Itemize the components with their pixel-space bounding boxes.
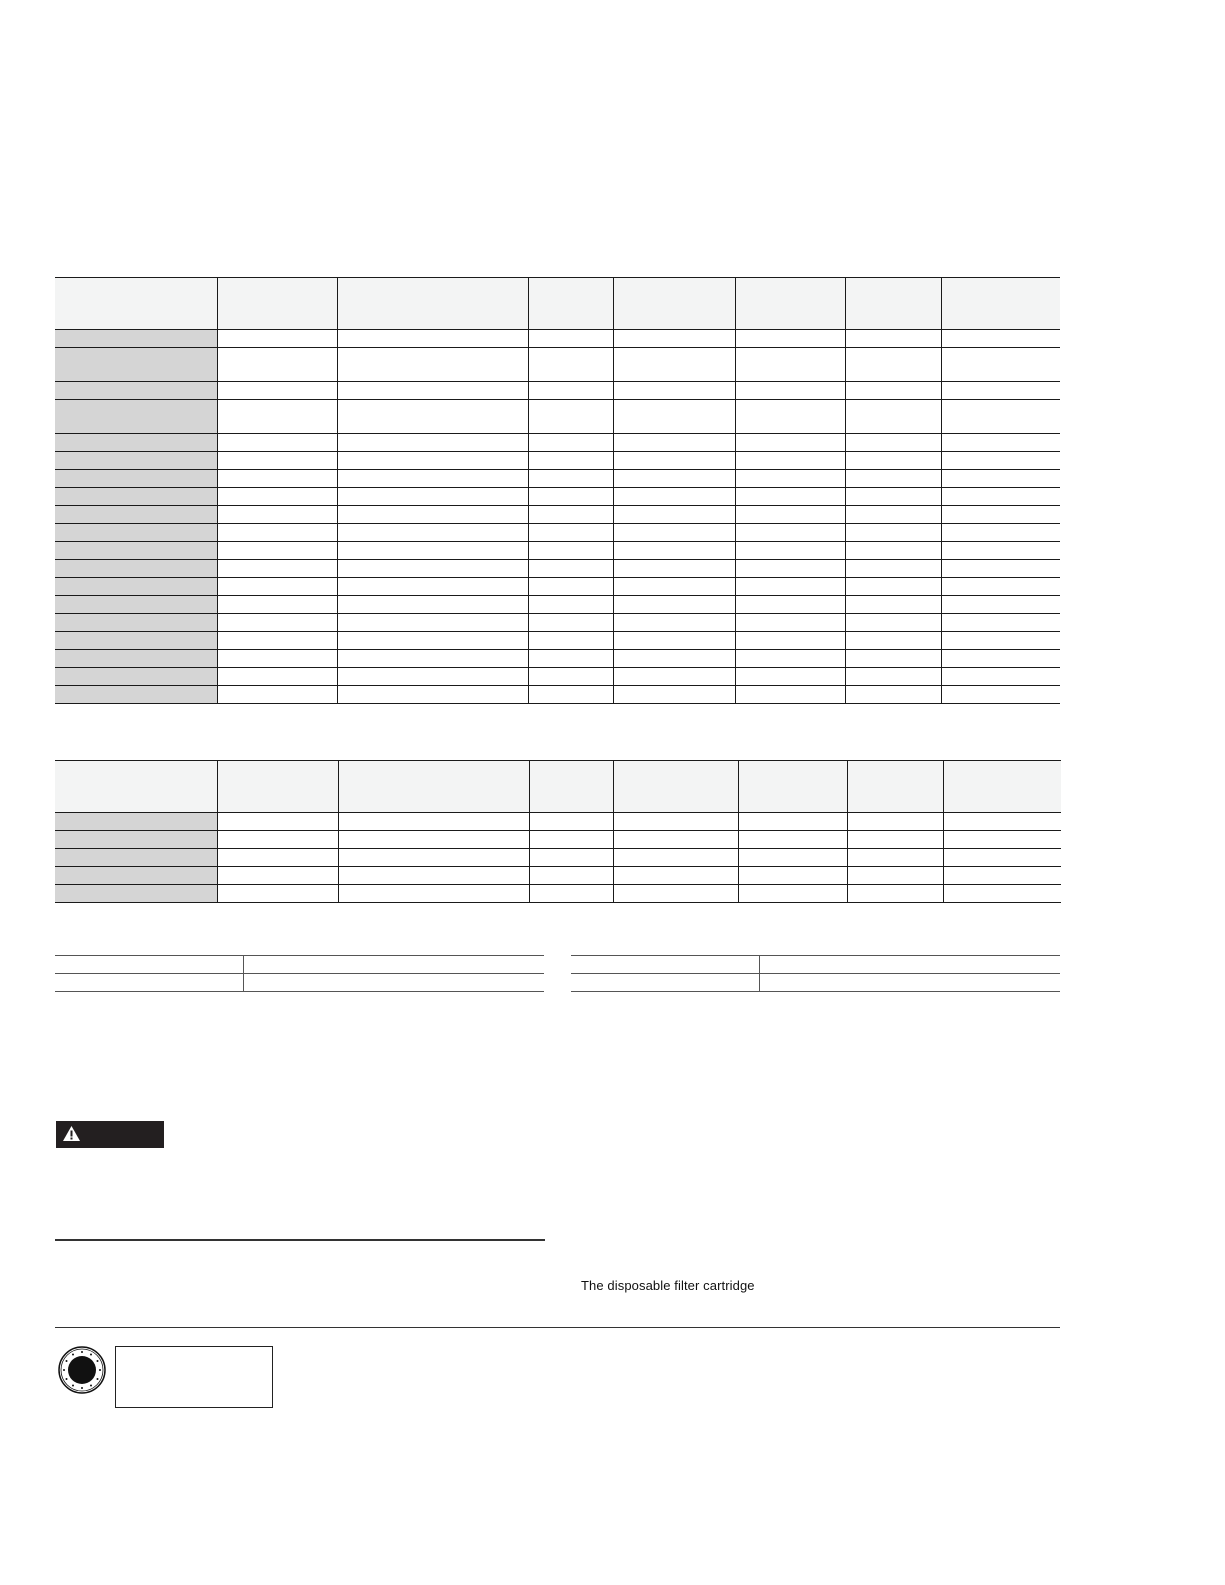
row-label-cell xyxy=(55,382,217,400)
table-row xyxy=(55,470,1060,488)
table-cell xyxy=(55,956,243,974)
table-row xyxy=(55,330,1060,348)
performance-data-table xyxy=(55,277,1060,704)
spec-table-right xyxy=(571,955,1060,992)
table-cell xyxy=(847,885,943,903)
table-cell xyxy=(217,506,337,524)
table-cell xyxy=(738,849,847,867)
table-cell xyxy=(338,831,529,849)
table-header-row xyxy=(55,761,1061,813)
table-cell xyxy=(337,382,528,400)
table-row xyxy=(55,849,1061,867)
table-cell xyxy=(613,330,735,348)
row-label-cell xyxy=(55,686,217,704)
column-header xyxy=(738,761,847,813)
table-cell xyxy=(735,578,845,596)
table-cell xyxy=(337,578,528,596)
table-cell xyxy=(613,867,738,885)
table-cell xyxy=(217,560,337,578)
table-cell xyxy=(217,330,337,348)
table-cell xyxy=(528,400,613,434)
table-cell xyxy=(528,650,613,668)
footer-divider xyxy=(55,1327,1060,1328)
table-cell xyxy=(217,348,337,382)
table-cell xyxy=(735,400,845,434)
table-row xyxy=(55,632,1060,650)
row-label-cell xyxy=(55,434,217,452)
table-cell xyxy=(941,382,1060,400)
table-cell xyxy=(735,452,845,470)
table-cell xyxy=(528,560,613,578)
table-cell xyxy=(847,813,943,831)
table-cell xyxy=(847,867,943,885)
table-row xyxy=(55,974,544,992)
table-cell xyxy=(217,668,337,686)
table-header-row xyxy=(55,278,1060,330)
row-label-cell xyxy=(55,596,217,614)
column-header xyxy=(941,278,1060,330)
table-cell xyxy=(845,668,941,686)
row-label-cell xyxy=(55,506,217,524)
table-cell xyxy=(735,506,845,524)
table-cell xyxy=(845,524,941,542)
table-cell xyxy=(217,524,337,542)
table-cell xyxy=(735,596,845,614)
table-cell xyxy=(528,668,613,686)
row-label-cell xyxy=(55,668,217,686)
table-cell xyxy=(528,506,613,524)
table-cell xyxy=(845,596,941,614)
column-header xyxy=(613,761,738,813)
table-cell xyxy=(337,560,528,578)
table-row xyxy=(571,956,1060,974)
table-row xyxy=(55,452,1060,470)
table-row xyxy=(55,831,1061,849)
table-cell xyxy=(941,560,1060,578)
table-cell xyxy=(337,524,528,542)
table-cell xyxy=(941,506,1060,524)
column-header xyxy=(217,278,337,330)
table-cell xyxy=(337,686,528,704)
table-row xyxy=(55,524,1060,542)
table-cell xyxy=(845,488,941,506)
table-cell xyxy=(943,885,1061,903)
table-cell xyxy=(735,686,845,704)
table-cell xyxy=(613,596,735,614)
table-cell xyxy=(337,452,528,470)
table-cell xyxy=(845,650,941,668)
table-cell xyxy=(845,542,941,560)
column-header xyxy=(55,278,217,330)
table-cell xyxy=(337,434,528,452)
table-cell xyxy=(941,434,1060,452)
table-cell xyxy=(217,867,338,885)
section-divider xyxy=(55,1239,545,1241)
table-cell xyxy=(941,632,1060,650)
table-cell xyxy=(613,560,735,578)
table-cell xyxy=(217,650,337,668)
table-cell xyxy=(528,382,613,400)
table-row xyxy=(55,382,1060,400)
table-cell xyxy=(338,867,529,885)
table-cell xyxy=(337,650,528,668)
filter-caption: The disposable filter cartridge xyxy=(581,1278,755,1293)
table-cell xyxy=(941,668,1060,686)
row-label-cell xyxy=(55,330,217,348)
table-cell xyxy=(845,632,941,650)
column-header xyxy=(847,761,943,813)
table-cell xyxy=(337,668,528,686)
table-cell xyxy=(528,488,613,506)
table-cell xyxy=(943,831,1061,849)
table-cell xyxy=(217,813,338,831)
table-cell xyxy=(613,524,735,542)
table-cell xyxy=(337,632,528,650)
table-row xyxy=(55,348,1060,382)
table-cell xyxy=(735,488,845,506)
table-cell xyxy=(735,330,845,348)
column-header xyxy=(845,278,941,330)
table-cell xyxy=(337,348,528,382)
table-cell xyxy=(337,614,528,632)
table-cell xyxy=(845,382,941,400)
table-cell xyxy=(943,849,1061,867)
table-cell xyxy=(337,488,528,506)
column-header xyxy=(528,278,613,330)
table-cell xyxy=(528,348,613,382)
table-cell xyxy=(529,867,613,885)
table-row xyxy=(55,668,1060,686)
table-cell xyxy=(613,885,738,903)
table-cell xyxy=(528,452,613,470)
table-cell xyxy=(338,885,529,903)
table-cell xyxy=(613,452,735,470)
table-row xyxy=(55,434,1060,452)
table-cell xyxy=(571,974,759,992)
warning-badge xyxy=(56,1121,164,1148)
table-cell xyxy=(845,686,941,704)
column-header xyxy=(529,761,613,813)
table-cell xyxy=(943,813,1061,831)
table-cell xyxy=(337,506,528,524)
table-cell xyxy=(941,488,1060,506)
table-cell xyxy=(217,831,338,849)
table-cell xyxy=(613,434,735,452)
table-cell xyxy=(337,330,528,348)
row-label-cell xyxy=(55,488,217,506)
column-header xyxy=(337,278,528,330)
table-cell xyxy=(941,330,1060,348)
table-cell xyxy=(217,542,337,560)
table-cell xyxy=(613,849,738,867)
table-cell xyxy=(735,434,845,452)
table-cell xyxy=(847,849,943,867)
row-label-cell xyxy=(55,614,217,632)
table-cell xyxy=(613,488,735,506)
table-cell xyxy=(845,330,941,348)
row-label-cell xyxy=(55,650,217,668)
row-label-cell xyxy=(55,452,217,470)
table-cell xyxy=(941,596,1060,614)
nsf-certified-seal-icon xyxy=(58,1346,106,1394)
table-cell xyxy=(613,400,735,434)
table-cell xyxy=(738,831,847,849)
table-cell xyxy=(528,470,613,488)
table-cell xyxy=(735,560,845,578)
table-cell xyxy=(217,885,338,903)
table-cell xyxy=(735,668,845,686)
table-cell xyxy=(529,849,613,867)
table-cell xyxy=(847,831,943,849)
table-cell xyxy=(941,542,1060,560)
table-row xyxy=(55,488,1060,506)
table-cell xyxy=(941,614,1060,632)
table-cell xyxy=(735,348,845,382)
column-header xyxy=(55,761,217,813)
table-cell xyxy=(738,867,847,885)
table-row xyxy=(571,974,1060,992)
column-header xyxy=(735,278,845,330)
table-row xyxy=(55,885,1061,903)
table-row xyxy=(55,614,1060,632)
table-cell xyxy=(528,434,613,452)
table-cell xyxy=(613,506,735,524)
table-row xyxy=(55,578,1060,596)
table-cell xyxy=(337,470,528,488)
table-cell xyxy=(735,382,845,400)
table-cell xyxy=(217,470,337,488)
table-cell xyxy=(941,452,1060,470)
table-cell xyxy=(337,542,528,560)
table-cell xyxy=(338,813,529,831)
table-row xyxy=(55,542,1060,560)
table-cell xyxy=(243,974,544,992)
row-label-cell xyxy=(55,849,217,867)
table-cell xyxy=(529,831,613,849)
table-cell xyxy=(613,650,735,668)
table-cell xyxy=(243,956,544,974)
table-cell xyxy=(845,400,941,434)
table-cell xyxy=(735,614,845,632)
table-cell xyxy=(941,400,1060,434)
table-cell xyxy=(337,400,528,434)
table-cell xyxy=(217,382,337,400)
table-cell xyxy=(217,632,337,650)
row-label-cell xyxy=(55,400,217,434)
table-cell xyxy=(738,813,847,831)
table-cell xyxy=(613,348,735,382)
table-cell xyxy=(528,578,613,596)
table-cell xyxy=(217,434,337,452)
table-cell xyxy=(845,614,941,632)
table-cell xyxy=(217,578,337,596)
table-cell xyxy=(613,686,735,704)
table-cell xyxy=(528,542,613,560)
table-cell xyxy=(217,686,337,704)
table-cell xyxy=(528,330,613,348)
table-row xyxy=(55,813,1061,831)
table-cell xyxy=(217,400,337,434)
table-cell xyxy=(735,524,845,542)
row-label-cell xyxy=(55,867,217,885)
table-cell xyxy=(613,813,738,831)
table-cell xyxy=(941,524,1060,542)
spec-table-left xyxy=(55,955,544,992)
table-cell xyxy=(217,849,338,867)
table-cell xyxy=(845,470,941,488)
table-cell xyxy=(337,596,528,614)
table-row xyxy=(55,560,1060,578)
warning-triangle-icon xyxy=(62,1125,81,1142)
table-cell xyxy=(845,560,941,578)
row-label-cell xyxy=(55,524,217,542)
table-cell xyxy=(845,348,941,382)
table-cell xyxy=(528,686,613,704)
secondary-data-table xyxy=(55,760,1061,903)
row-label-cell xyxy=(55,560,217,578)
row-label-cell xyxy=(55,470,217,488)
table-cell xyxy=(845,578,941,596)
table-cell xyxy=(613,831,738,849)
table-cell xyxy=(529,885,613,903)
table-cell xyxy=(613,382,735,400)
table-cell xyxy=(941,578,1060,596)
table-row xyxy=(55,650,1060,668)
table-cell xyxy=(55,974,243,992)
table-cell xyxy=(613,470,735,488)
row-label-cell xyxy=(55,632,217,650)
table-cell xyxy=(738,885,847,903)
table-cell xyxy=(529,813,613,831)
table-cell xyxy=(735,650,845,668)
table-cell xyxy=(735,542,845,560)
row-label-cell xyxy=(55,348,217,382)
table-cell xyxy=(217,488,337,506)
table-cell xyxy=(613,632,735,650)
table-cell xyxy=(845,434,941,452)
table-cell xyxy=(613,668,735,686)
table-row xyxy=(55,867,1061,885)
table-cell xyxy=(613,578,735,596)
table-cell xyxy=(528,596,613,614)
table-cell xyxy=(528,524,613,542)
table-cell xyxy=(845,506,941,524)
table-cell xyxy=(217,452,337,470)
row-label-cell xyxy=(55,831,217,849)
table-cell xyxy=(941,650,1060,668)
table-row xyxy=(55,596,1060,614)
table-cell xyxy=(613,542,735,560)
table-cell xyxy=(613,614,735,632)
table-row xyxy=(55,506,1060,524)
row-label-cell xyxy=(55,885,217,903)
row-label-cell xyxy=(55,813,217,831)
column-header xyxy=(217,761,338,813)
table-cell xyxy=(845,452,941,470)
column-header xyxy=(613,278,735,330)
table-cell xyxy=(735,632,845,650)
column-header xyxy=(338,761,529,813)
table-cell xyxy=(528,632,613,650)
table-cell xyxy=(941,348,1060,382)
table-row xyxy=(55,686,1060,704)
table-row xyxy=(55,400,1060,434)
table-cell xyxy=(338,849,529,867)
table-row xyxy=(55,956,544,974)
row-label-cell xyxy=(55,542,217,560)
table-cell xyxy=(571,956,759,974)
table-cell xyxy=(759,974,1060,992)
row-label-cell xyxy=(55,578,217,596)
table-cell xyxy=(759,956,1060,974)
table-cell xyxy=(735,470,845,488)
table-cell xyxy=(941,470,1060,488)
table-cell xyxy=(217,596,337,614)
certification-box xyxy=(115,1346,273,1408)
column-header xyxy=(943,761,1061,813)
table-cell xyxy=(528,614,613,632)
table-cell xyxy=(943,867,1061,885)
table-cell xyxy=(217,614,337,632)
table-cell xyxy=(941,686,1060,704)
